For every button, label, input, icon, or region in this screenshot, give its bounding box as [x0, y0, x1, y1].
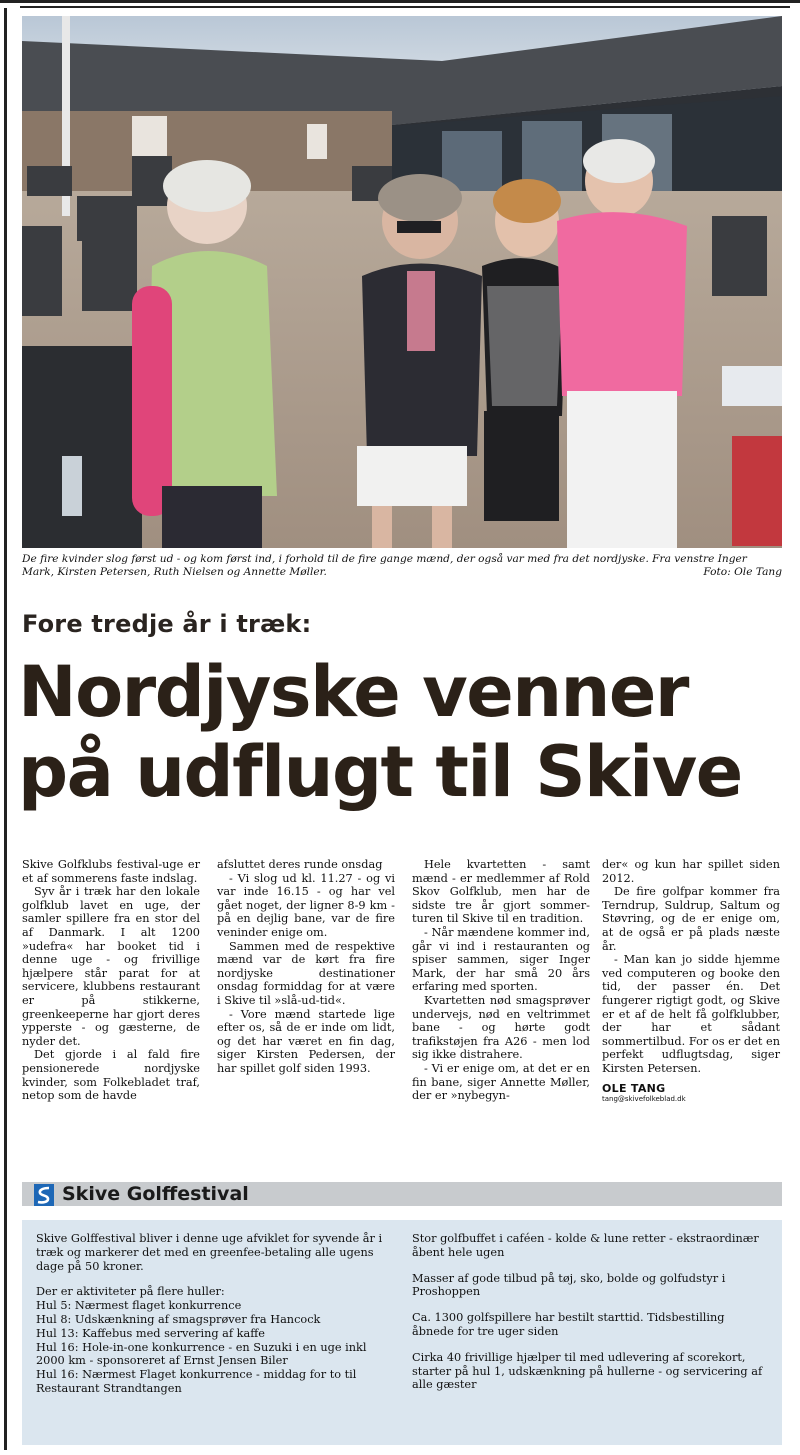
article-kicker: Fore tredje år i træk: [22, 610, 312, 638]
activity-item: Hul 16: Hole-in-one konkurrence - en Suzuki i en uge inkl 2000 km - sponsoreret af Ernst Jensen Biler [36, 1340, 367, 1368]
page-header-rule [20, 6, 790, 8]
paragraph: - Vi slog ud kl. 11.27 - og vi var inde 16.15 - og har vel gået noget, der ligner 8-9 km - på en dejlig bane, var de fire veninder enige om. [217, 871, 395, 939]
paragraph: Syv år i træk har den lokale golfklub lavet en uge, der samler spillere fra en stor del af Danmark. I alt 1200 »udefra« har booket tid i denne uge - og frivillige hjælpere står parat for at servicere, klubbens restaurant er på stikkerne, greenkeeperne har gjort deres ypperste - og gæsterne, de nyder det. [22, 885, 200, 1048]
page-left-rule [4, 8, 7, 1450]
festival-logo-icon [34, 1184, 54, 1206]
paragraph: afsluttet deres runde onsdag [217, 858, 383, 871]
paragraph: Det gjorde i al fald fire pensionerede nordjyske kvinder, som Folkebladet traf, netop som de havde [22, 1048, 200, 1103]
byline-email: tang@skivefolkeblad.dk [602, 1095, 686, 1104]
photo-caption [22, 553, 782, 579]
festival-note: Ca. 1300 golfspillere har bestilt starttid. Tidsbestilling åbnede for tre uger siden [412, 1311, 725, 1338]
activity-item: Hul 16: Nærmest Flaget konkurrence - middag for to til Restaurant Strandtangen [36, 1368, 357, 1395]
article-column-4 [602, 858, 780, 1104]
headline-line-2: på udflugt til Skive [18, 731, 742, 813]
headline-line-1: Nordjyske venner [18, 651, 688, 733]
caption-text: De fire kvinder slog først ud - og kom først ind, i forhold til de fire gange mænd, der også var med fra det nordjyske. Fra venstre Inger Mark, Kirsten Petersen, Ruth Nielsen og Annette Møller. [22, 553, 747, 578]
photo-credit: Foto: Ole Tang [703, 566, 782, 578]
activity-item: Hul 5: Nærmest flaget konkurrence [36, 1299, 242, 1313]
festival-left-column [36, 1232, 394, 1396]
festival-intro: Skive Golffestival bliver i denne uge afviklet for syvende år i træk og markerer det med en greenfee-betaling alle ugens dage på 50 kroner. [36, 1232, 383, 1273]
festival-note: Cirka 40 frivillige hjælper til med udlevering af scorekort, starter på hul 1, udskænkning på hullerne - og servicering af alle gæster [412, 1350, 763, 1392]
paragraph: - Man kan jo sidde hjemme ved computeren og booke den tid, der passer én. Det fungerer rigtigt godt, og Skive er et af de helt få golfklubber, der har et sådant sommertilbud. For os er det en perfekt udflugtsdag, siger Kirsten Petersen. [602, 953, 780, 1075]
paragraph: Skive Golfklubs festival-uge er et af sommerens faste indslag. [22, 858, 200, 885]
paragraph: Hele kvartetten - samt mænd - er medlemmer af Rold Skov Golfklub, men har de sidste tre år gjort sommer-turen til Skive til en tradition. [412, 858, 590, 926]
paragraph: - Når mændene kommer ind, går vi ind i restauranten og spiser sammen, siger Inger Mark, der har små 20 års erfaring med sporten. [412, 925, 590, 994]
paragraph: - Vi er enige om, at det er en fin bane, siger Annette Møller, der er »nybegyn- [412, 1061, 590, 1103]
festival-note: Stor golfbuffet i caféen - kolde & lune retter - ekstraordinær åbent hele ugen [412, 1232, 759, 1259]
paragraph: - Vore mænd startede lige efter os, så de er inde om lidt, og det har været en fin dag, siger Kirsten Pedersen, der har spillet golf siden 1993. [217, 1007, 395, 1075]
activity-item: Hul 8: Udskænkning af smagsprøver fra Hancock [36, 1312, 321, 1326]
article-column-3 [412, 858, 590, 1103]
article-column-2 [217, 858, 395, 1076]
page-top-rule [0, 0, 800, 3]
paragraph: Kvartetten nød smagsprøver undervejs, nød en veltrimmet bane - og hørte godt trafikstøjen fra A26 - men lod sig ikke distrahere. [412, 993, 590, 1062]
festival-info-box [22, 1220, 782, 1445]
festival-header-bar [22, 1182, 782, 1206]
paragraph: der« og kun har spillet siden 2012. [602, 858, 780, 885]
article-column-1 [22, 858, 200, 1103]
paragraph: De fire golfpar kommer fra Terndrup, Suldrup, Saltum og Støvring, og de er enige om, at de også er på plads næste år. [602, 885, 780, 953]
festival-activities [36, 1285, 394, 1395]
golfers-photo-icon [22, 16, 782, 548]
festival-title: Skive Golffestival [62, 1183, 249, 1205]
article-photo [22, 16, 782, 548]
activities-heading: Der er aktiviteter på flere huller: [36, 1285, 225, 1299]
article-body [22, 858, 782, 1168]
activity-item: Hul 13: Kaffebus med servering af kaffe [36, 1326, 265, 1340]
festival-right-column [412, 1232, 768, 1404]
article-byline: OLE TANG [602, 1081, 666, 1095]
festival-note: Masser af gode tilbud på tøj, sko, bolde og golfudstyr i Proshoppen [412, 1271, 726, 1299]
article-headline [18, 652, 788, 812]
paragraph: Sammen med de respektive mænd var de kørt fra fire nordjyske destinationer onsdag formiddag for at være i Skive til »slå-ud-tid«. [217, 939, 395, 1007]
